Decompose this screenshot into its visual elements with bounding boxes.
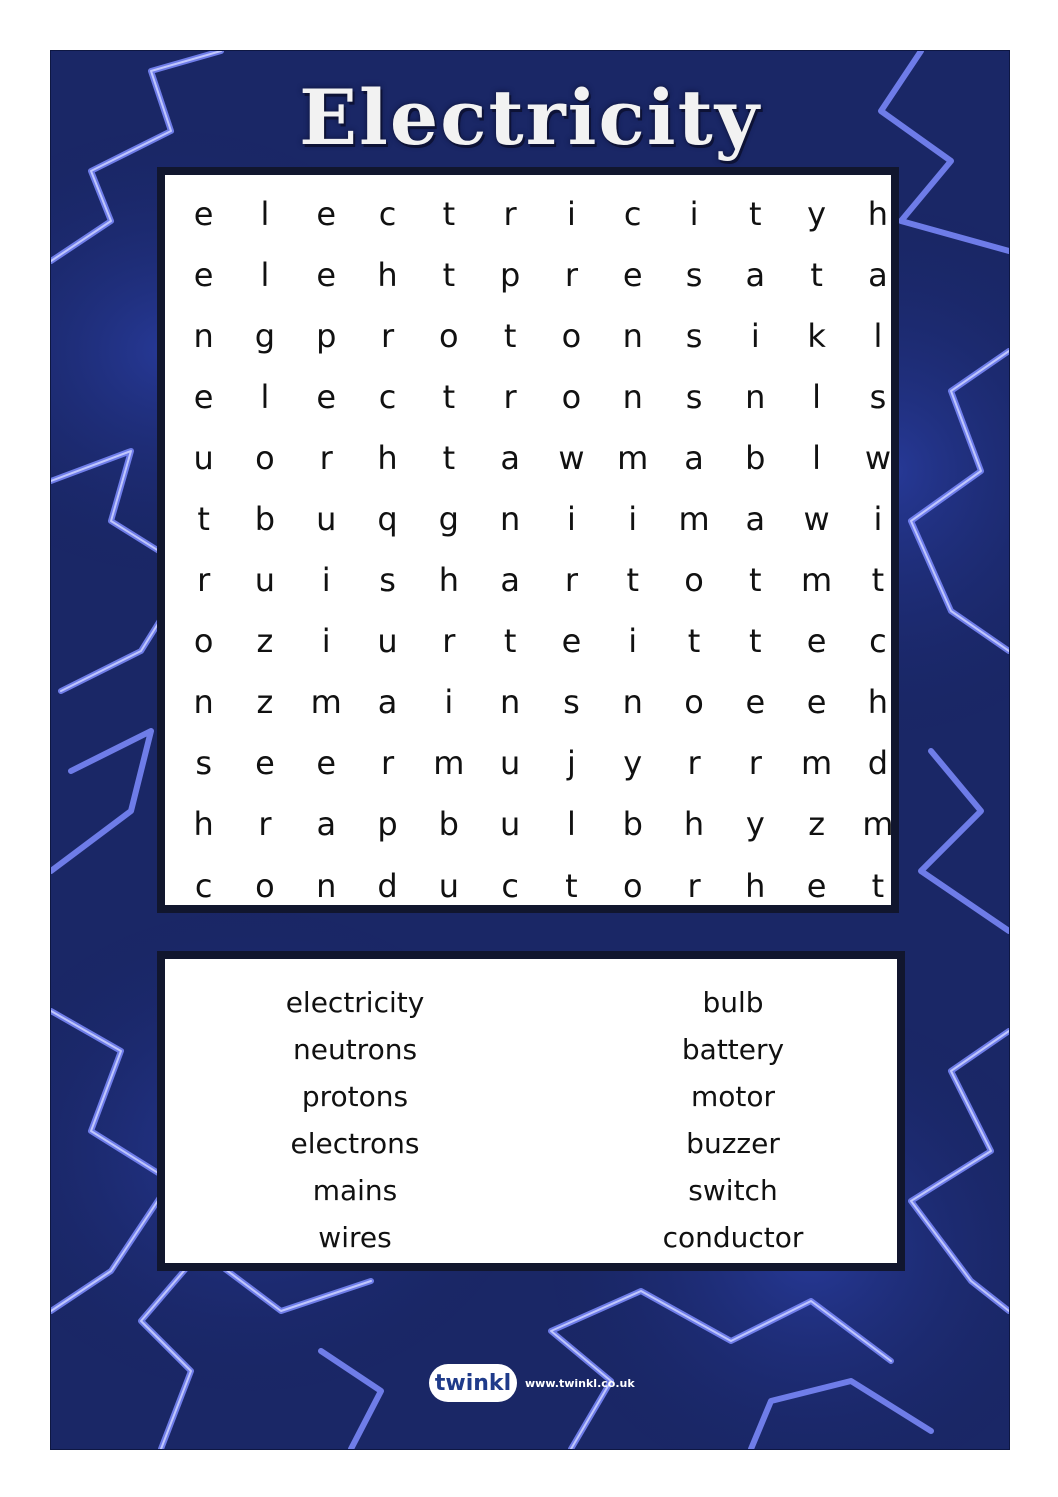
grid-letter[interactable]: o [193, 622, 214, 661]
grid-letter[interactable]: h [745, 866, 766, 905]
word-list-item: electricity [285, 986, 425, 1019]
grid-letter[interactable]: h [867, 194, 889, 233]
grid-letter[interactable]: e [561, 622, 582, 661]
grid-letter[interactable]: l [812, 377, 822, 416]
grid-letter[interactable]: e [193, 194, 214, 233]
grid-letter[interactable]: p [499, 255, 521, 294]
grid-letter[interactable]: i [444, 683, 454, 722]
grid-letter[interactable]: i [750, 316, 760, 355]
grid-letter[interactable]: o [684, 683, 704, 722]
grid-letter[interactable]: n [745, 377, 766, 416]
grid-letter[interactable]: g [254, 316, 276, 355]
grid-letter[interactable]: i [628, 622, 638, 661]
grid-letter[interactable]: t [626, 561, 639, 600]
grid-letter[interactable]: l [873, 316, 883, 355]
grid-letter[interactable]: c [378, 194, 397, 233]
grid-letter[interactable]: z [256, 683, 274, 722]
grid-letter[interactable]: t [871, 561, 885, 600]
grid-letter[interactable]: t [871, 866, 885, 905]
grid-letter[interactable]: e [745, 683, 766, 722]
grid-letter[interactable]: w [864, 438, 891, 477]
grid-letter[interactable]: u [254, 561, 276, 600]
grid-letter[interactable]: r [564, 561, 578, 600]
grid-letter[interactable]: i [566, 194, 576, 233]
grid-letter[interactable]: a [316, 805, 337, 844]
grid-letter[interactable]: h [867, 683, 889, 722]
grid-letter[interactable]: c [501, 866, 519, 905]
grid-letter[interactable]: e [806, 622, 827, 661]
grid-letter[interactable]: r [503, 377, 517, 416]
grid-letter[interactable]: t [197, 500, 210, 539]
grid-letter[interactable]: t [565, 866, 578, 905]
grid-letter[interactable]: e [316, 194, 337, 233]
grid-letter[interactable]: u [316, 500, 337, 539]
grid-letter[interactable]: z [808, 805, 826, 844]
grid-letter[interactable]: e [255, 744, 275, 783]
grid-letter[interactable]: m [801, 744, 833, 783]
grid-letter[interactable]: j [566, 744, 576, 783]
word-list-item: protons [301, 1080, 409, 1113]
grid-letter[interactable]: e [622, 255, 643, 294]
grid-letter[interactable]: i [566, 500, 576, 539]
grid-letter[interactable]: r [380, 316, 395, 355]
grid-letter[interactable]: l [260, 377, 270, 416]
grid-letter[interactable]: t [749, 561, 762, 600]
grid-letter[interactable]: k [807, 316, 826, 355]
grid-letter[interactable]: g [438, 500, 459, 539]
grid-letter[interactable]: r [748, 744, 762, 783]
grid-letter[interactable]: a [500, 438, 520, 477]
grid-letter[interactable]: i [628, 500, 638, 539]
grid-letter[interactable]: t [442, 377, 456, 416]
grid-letter[interactable]: r [687, 744, 701, 783]
grid-letter[interactable]: s [685, 255, 703, 294]
grid-letter[interactable]: e [806, 683, 827, 722]
grid-letter[interactable]: n [316, 866, 337, 905]
grid-letter[interactable]: h [377, 438, 398, 477]
grid-letter[interactable]: u [377, 622, 398, 661]
grid-letter[interactable]: b [254, 500, 276, 539]
grid-letter[interactable]: l [260, 194, 270, 233]
grid-letter[interactable]: a [745, 255, 766, 294]
grid-letter[interactable]: r [258, 805, 272, 844]
grid-letter[interactable]: n [499, 500, 521, 539]
grid-letter[interactable]: t [442, 438, 456, 477]
grid-letter[interactable]: h [193, 805, 214, 844]
grid-letter[interactable]: u [438, 866, 459, 905]
grid-letter[interactable]: m [678, 500, 710, 539]
grid-letter[interactable]: t [749, 622, 762, 661]
grid-letter[interactable]: h [377, 255, 398, 294]
grid-letter[interactable]: s [685, 316, 703, 355]
word-list-item: mains [312, 1174, 398, 1207]
grid-letter[interactable]: a [377, 683, 398, 722]
grid-letter[interactable]: a [500, 561, 520, 600]
grid-letter[interactable]: z [256, 622, 274, 661]
grid-letter[interactable]: m [862, 805, 894, 844]
grid-letter[interactable]: e [316, 744, 337, 783]
grid-letter[interactable]: e [316, 377, 337, 416]
grid-letter[interactable]: l [812, 438, 822, 477]
grid-letter[interactable]: s [869, 377, 887, 416]
grid-letter[interactable]: n [193, 316, 214, 355]
word-search-grid [173, 183, 908, 916]
poster-background [50, 50, 1010, 1450]
grid-letter[interactable]: d [377, 866, 398, 905]
word-list-item: switch [688, 1174, 778, 1207]
grid-letter[interactable]: r [442, 622, 456, 661]
brand-footer [429, 1363, 635, 1403]
word-list-left-column [205, 979, 505, 1261]
grid-letter[interactable]: t [503, 316, 517, 355]
word-list-item: conductor [662, 1221, 804, 1254]
grid-letter[interactable]: w [558, 438, 585, 477]
word-list-item: neutrons [292, 1033, 418, 1066]
grid-letter[interactable]: n [193, 683, 214, 722]
grid-letter[interactable]: a [745, 500, 766, 539]
grid-letter[interactable]: n [499, 683, 521, 722]
grid-letter[interactable]: h [683, 805, 705, 844]
grid-letter[interactable]: c [194, 866, 213, 905]
grid-letter[interactable]: r [687, 866, 701, 905]
grid-letter[interactable]: r [503, 194, 517, 233]
grid-letter[interactable]: r [319, 438, 333, 477]
grid-letter[interactable]: h [438, 561, 459, 600]
grid-letter[interactable]: c [623, 194, 642, 233]
grid-letter[interactable]: o [255, 438, 275, 477]
grid-letter[interactable]: o [684, 561, 704, 600]
grid-letter[interactable]: a [868, 255, 888, 294]
grid-letter[interactable]: o [561, 316, 582, 355]
grid-letter[interactable]: s [685, 377, 703, 416]
grid-letter[interactable]: m [617, 438, 649, 477]
grid-letter[interactable]: a [684, 438, 704, 477]
grid-letter[interactable]: u [499, 744, 521, 783]
grid-letter[interactable]: d [867, 744, 889, 783]
twinkl-logo[interactable]: twinkl [429, 1364, 517, 1402]
word-search-grid-panel [157, 167, 899, 913]
grid-letter[interactable]: i [321, 622, 331, 661]
grid-letter[interactable]: m [801, 561, 833, 600]
grid-letter[interactable]: p [316, 316, 337, 355]
grid-letter[interactable]: n [622, 316, 643, 355]
grid-letter[interactable]: c [869, 622, 887, 661]
grid-letter[interactable]: i [689, 194, 699, 233]
grid-letter[interactable]: b [622, 805, 643, 844]
grid-letter[interactable]: o [255, 866, 275, 905]
grid-letter[interactable]: e [193, 255, 214, 294]
grid-letter[interactable]: s [379, 561, 396, 600]
grid-letter[interactable]: t [503, 622, 517, 661]
word-list-item: buzzer [686, 1127, 780, 1160]
word-list-item: motor [690, 1080, 776, 1113]
grid-letter[interactable]: w [803, 500, 830, 539]
grid-letter[interactable]: n [622, 683, 643, 722]
grid-letter[interactable]: u [193, 438, 214, 477]
grid-letter[interactable]: o [439, 316, 459, 355]
grid-letter[interactable]: s [195, 744, 212, 783]
grid-letter[interactable]: r [380, 744, 395, 783]
word-list-item: electrons [290, 1127, 420, 1160]
grid-letter[interactable]: n [622, 377, 643, 416]
grid-letter[interactable]: p [377, 805, 398, 844]
grid-letter[interactable]: b [745, 438, 766, 477]
grid-letter[interactable]: y [807, 194, 827, 233]
grid-letter[interactable]: u [499, 805, 521, 844]
grid-letter[interactable]: t [749, 194, 762, 233]
grid-letter[interactable]: l [566, 805, 576, 844]
grid-letter[interactable]: e [806, 866, 827, 905]
grid-letter[interactable]: t [810, 255, 823, 294]
grid-letter[interactable]: r [197, 561, 211, 600]
grid-letter[interactable]: l [260, 255, 270, 294]
grid-letter[interactable]: r [564, 255, 578, 294]
grid-letter[interactable]: i [321, 561, 331, 600]
grid-letter[interactable]: y [623, 744, 643, 783]
grid-letter[interactable]: s [563, 683, 580, 722]
grid-letter[interactable]: t [442, 255, 456, 294]
grid-letter[interactable]: q [377, 500, 398, 539]
grid-letter[interactable]: m [310, 683, 342, 722]
grid-letter[interactable]: e [193, 377, 214, 416]
word-list-item: battery [681, 1033, 785, 1066]
grid-letter[interactable]: t [687, 622, 701, 661]
grid-letter[interactable]: m [433, 744, 465, 783]
grid-letter[interactable]: c [378, 377, 397, 416]
grid-letter[interactable]: i [873, 500, 883, 539]
word-list-item: bulb [702, 986, 764, 1019]
word-list-panel [157, 951, 905, 1271]
word-list-item: wires [318, 1221, 392, 1254]
page-title: Electricity [299, 73, 761, 162]
grid-letter[interactable]: b [438, 805, 459, 844]
grid-letter[interactable]: t [442, 194, 456, 233]
brand-url[interactable]: www.twinkl.co.uk [525, 1376, 635, 1390]
grid-letter[interactable]: y [745, 805, 765, 844]
grid-letter[interactable]: o [561, 377, 582, 416]
grid-letter[interactable]: o [622, 866, 643, 905]
word-list-right-column [583, 979, 883, 1261]
grid-letter[interactable]: e [316, 255, 337, 294]
